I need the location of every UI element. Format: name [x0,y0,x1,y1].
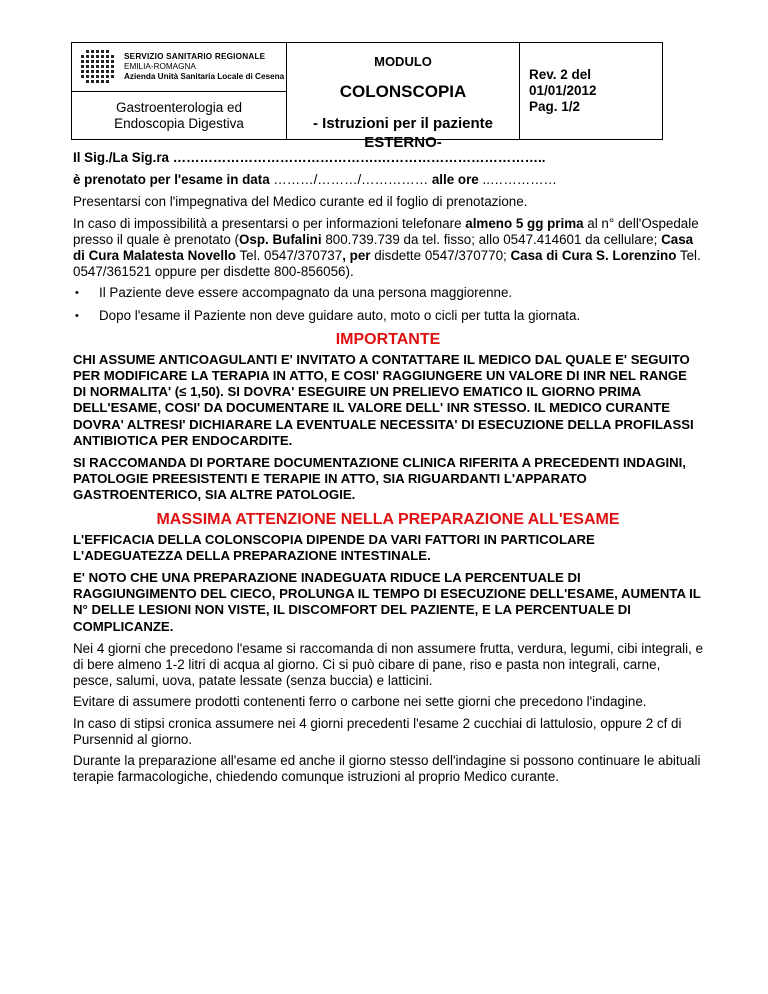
module-name: COLONSCOPIA [339,82,467,101]
iron-instructions: Evitare di assumere prodotti contenenti ferro o carbone nei sette giorni che precedono l'indagine. [73,694,647,710]
department-cell [72,92,287,139]
logo-cell [72,43,287,92]
revision-cell [520,43,662,139]
clinic-name-1: Casa di Cura Malatesta Novello [73,231,694,264]
logo-line-2: EMILIA-ROMAGNA [124,62,196,71]
impossibility-bold-4: , per [342,248,371,264]
anticoagulant-notice: CHI ASSUME ANTICOAGULANTI E' INVITATO A CONTATTARE IL MEDICO DAL QUALE E' SEGUITO PER MODIFICARE LA TERAPIA IN ATTO, E COSI' RAGGIUNGERE UN VALORE DI INR NEL RANGE DI NORMALITA' (≤ 1,50). SI DOVRA' ESEGUIRE UN PRELIEVO EMATICO IL GIORNO PRIMA DELL'ESAME, COSI' DA DOCUMENTARE IL VALORE DELL' INR STESSO. IL MEDICO CURANTE DOVRA' ALTRESI' DICHIARARE LA EVENTUALE NECESSITA' DI ESECUZIONE DELLA PROFILASSI ANTIBIOTICA PER ENDOCARDITE. [73,351,694,448]
bullet-list [73,285,703,323]
module-subtitle-line-2: ESTERNO- [364,134,442,151]
booking-date-blank: ………/………/…………… [269,172,432,188]
department-line-1: Gastroenterologia ed [115,99,243,115]
hospital-name: Osp. Bufalini [239,231,322,247]
booking-line [73,172,703,188]
department-line-2: Endoscopia Digestiva [114,115,244,131]
diet-instructions: Nei 4 giorni che precedono l'esame si raccomanda di non assumere frutta, verdura, legumi, cibi integrali, e di bere almeno 1-2 litri di acqua al giorno. Ci si può cibare di pane, riso e pasta non integrali, carne, pesce, salumi, uova, patate lessate (senza buccia) e latticini. [73,640,704,689]
impossibility-text-6: Tel. 0547/361521 oppure per disdette 800-856056). [73,248,701,280]
list-item: • Il Paziente deve essere accompagnato da una persona maggiorenne. [73,285,703,301]
important-heading: IMPORTANTE [335,330,441,348]
efficacy-notice: L'EFFICACIA DELLA COLONSCOPIA DIPENDE DA VARI FATTORI IN PARTICOLARE L'ADEGUATEZZA DELLA PREPARAZIONE INTESTINALE. [73,531,595,563]
patient-name-line: Il Sig./La Sig.ra ……………………………………….……………………………….. [73,150,546,165]
constipation-instructions: In caso di stipsi cronica assumere nei 4 giorni precedenti l'esame 2 cucchiai di lattulosio, oppure 2 cf di Pursennid al giorno. [73,715,682,747]
therapy-instructions: Durante la preparazione all'esame ed anche il giorno stesso dell'indagine si possono continuare le abituali terapie farmacologiche, chiedendo comunque istruzioni al proprio Medico curante. [73,753,701,785]
attention-heading: MASSIMA ATTENZIONE NELLA PREPARAZIONE ALL'ESAME [156,510,620,528]
impossibility-text-4: Tel. 0547/370737 [235,248,343,264]
logo-line-1: SERVIZIO SANITARIO REGIONALE [124,52,266,61]
impossibility-paragraph [73,216,703,281]
page-number: Pag. 1/2 [529,99,581,114]
impossibility-text-2: al n° dell'Ospedale presso il quale è prenotato ( [73,215,699,247]
logo-text [124,52,284,82]
clinic-name-2: Casa di Cura S. Lorenzino [510,248,677,264]
list-item: • Dopo l'esame il Paziente non deve guidare auto, moto o cicli per tutta la giornata. [73,308,703,324]
booking-time-blank: ..…………… [478,172,557,188]
logo-line-3: Azienda Unità Sanitaria Locale di Cesena [124,72,285,81]
impossibility-text-1: In caso di impossibilità a presentarsi o per informazioni telefonare [73,215,466,231]
booking-prefix: è prenotato per l'esame in data [73,172,270,188]
header-table [71,42,663,151]
impossibility-bold-1: almeno 5 gg prima [465,215,584,231]
revision-date: 01/01/2012 [529,83,597,98]
present-instructions: Presentarsi con l'impegnativa del Medico curante ed il foglio di prenotazione. [73,194,528,210]
region-logo-icon [80,48,118,86]
document-body [73,150,703,791]
inadequate-prep-notice: E' NOTO CHE UNA PREPARAZIONE INADEGUATA RIDUCE LA PERCENTUALE DI RAGGIUNGIMENTO DEL CIECO, PROLUNGA IL TEMPO DI ESECUZIONE DELL'ESAME, AUMENTA IL N° DELLE LESIONI NON VISTE, IL DISCOMFORT DEL PAZIENTE, E LA PERCENTUALE DI COMPLICANZE. [73,570,701,634]
documentation-notice: SI RACCOMANDA DI PORTARE DOCUMENTAZIONE CLINICA RIFERITA A PRECEDENTI INDAGINI, PATOLOGIE PREESISTENTI E TERAPIE IN ATTO, SIA RIGUARDANTI L'APPARATO GASTROENTERICO, SIA ALTRE PATOLOGIE. [73,455,686,503]
booking-time-label: alle ore [431,172,479,188]
module-subtitle [287,114,519,152]
module-label: MODULO [374,54,432,69]
revision-line: Rev. 2 del [529,67,592,82]
impossibility-text-3: 800.739.739 da tel. fisso; allo 0547.414601 da cellulare; [321,231,662,247]
impossibility-text-5: disdette 0547/370770; [370,248,511,264]
module-cell [287,43,520,151]
module-subtitle-line-1: - Istruzioni per il paziente [312,115,494,132]
